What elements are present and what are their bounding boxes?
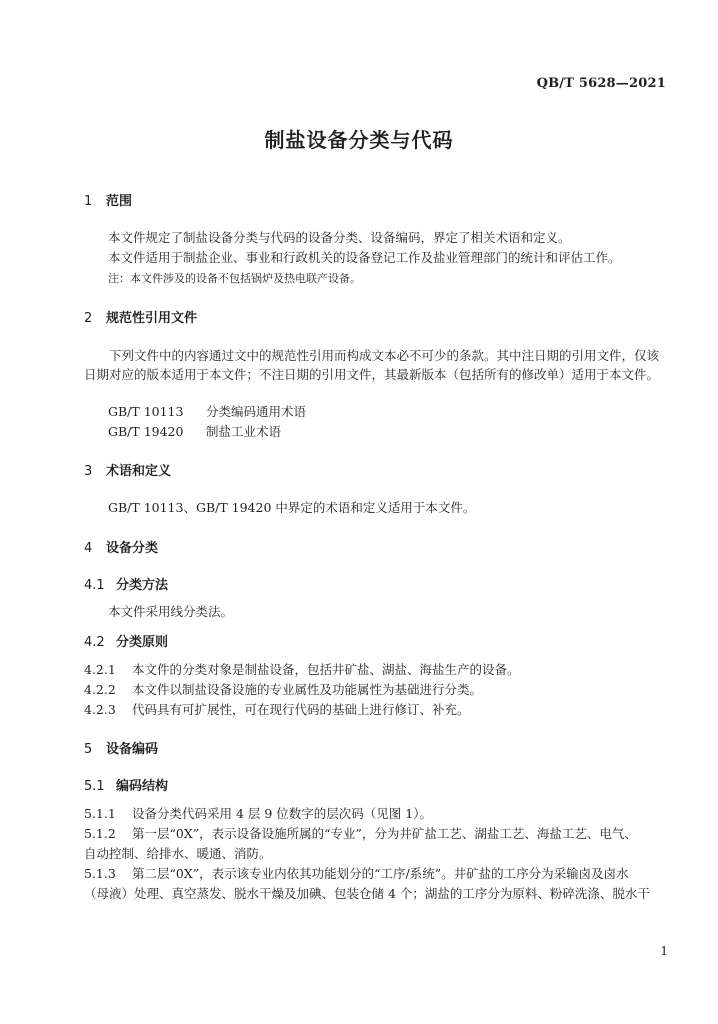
reference-code: GB/T 10113 (108, 404, 184, 419)
section-number: 1 (84, 194, 93, 209)
section-title: 设备编码 (106, 742, 159, 757)
reference-item (108, 422, 281, 441)
reference-name: 制盐工业术语 (206, 424, 282, 439)
standard-code: QB/T 5628—2021 (536, 76, 666, 91)
section-number: 2 (84, 311, 93, 326)
paragraph: GB/T 10113、GB/T 19420 中界定的术语和定义适用于本文件。 (108, 500, 476, 515)
clause-continuation: （母液）处理、真空蒸发、脱水干燥及加碘、包装仓储 4 个；湖盐的工序分为原料、粉碎洗涤、脱水干 (84, 886, 650, 901)
section-title: 设备分类 (106, 541, 159, 556)
paragraph: 本文件规定了制盐设备分类与代码的设备分类、设备编码，界定了相关术语和定义。 (108, 230, 571, 245)
subsection-4-2-heading (84, 631, 168, 650)
subsection-number: 4.2 (84, 635, 105, 650)
clause-number: 5.1.2 (84, 826, 116, 841)
section-1-heading (84, 190, 132, 209)
clause-continuation: 自动控制、给排水、暖通、消防。 (84, 846, 272, 861)
section-3-heading (84, 460, 171, 479)
section-title: 范围 (106, 194, 133, 209)
clause-number: 4.2.1 (84, 662, 116, 677)
section-title: 规范性引用文件 (106, 311, 198, 326)
clause-text: 本文件以制盐设备设施的专业属性及功能属性为基础进行分类。 (132, 682, 483, 697)
subsection-title: 分类原则 (116, 635, 169, 650)
reference-code: GB/T 19420 (108, 424, 184, 439)
subsection-4-1-heading (84, 574, 168, 593)
section-number: 3 (84, 464, 93, 479)
paragraph: 下列文件中的内容通过文中的规范性引用而构成文本必不可少的条款。其中注日期的引用文件，仅该日期对应的版本适用于本文件；不注日期的引用文件，其最新版本（包括所有的修改单）适用于本文件。 (84, 348, 660, 382)
paragraph: 本文件适用于制盐企业、事业和行政机关的设备登记工作及盐业管理部门的统计和评估工作。 (108, 250, 621, 265)
clause-number: 4.2.2 (84, 682, 116, 697)
section-4-heading (84, 537, 158, 556)
clause-number: 4.2.3 (84, 702, 116, 717)
clause (84, 680, 482, 699)
clause (84, 660, 520, 679)
page-number: 1 (660, 944, 668, 958)
subsection-number: 4.1 (84, 578, 105, 593)
subsection-title: 分类方法 (116, 578, 169, 593)
note: 注：本文件涉及的设备不包括锅炉及热电联产设备。 (108, 272, 361, 285)
section-number: 4 (84, 541, 93, 556)
clause-number: 5.1.1 (84, 806, 116, 821)
clause-5-1-2 (84, 824, 637, 843)
clause-number: 5.1.3 (84, 866, 116, 881)
clause-5-1-1 (84, 804, 432, 823)
section-5-heading (84, 738, 158, 757)
subsection-5-1-heading (84, 775, 168, 794)
subsection-title: 编码结构 (116, 779, 169, 794)
subsection-number: 5.1 (84, 779, 105, 794)
reference-item (108, 402, 306, 421)
clause (84, 700, 470, 719)
document-title: 制盐设备分类与代码 (264, 128, 454, 152)
clause-text: 第一层“0X”，表示设备设施所属的“专业”，分为井矿盐工艺、湖盐工艺、海盐工艺、电气、 (132, 826, 637, 841)
reference-name: 分类编码通用术语 (206, 404, 307, 419)
section-number: 5 (84, 742, 93, 757)
section-2-heading (84, 307, 197, 326)
clause-5-1-3 (84, 864, 629, 883)
clause-text: 第二层“0X”，表示该专业内依其功能划分的“工序/系统”。井矿盐的工序分为采输卤及卤水 (132, 866, 629, 881)
clause-text: 代码具有可扩展性，可在现行代码的基础上进行修订、补充。 (132, 702, 470, 717)
section-title: 术语和定义 (106, 464, 172, 479)
paragraph: 本文件采用线分类法。 (108, 604, 234, 619)
clause-text: 本文件的分类对象是制盐设备，包括井矿盐、湖盐、海盐生产的设备。 (132, 662, 520, 677)
clause-text: 设备分类代码采用 4 层 9 位数字的层次码（见图 1）。 (132, 806, 432, 821)
